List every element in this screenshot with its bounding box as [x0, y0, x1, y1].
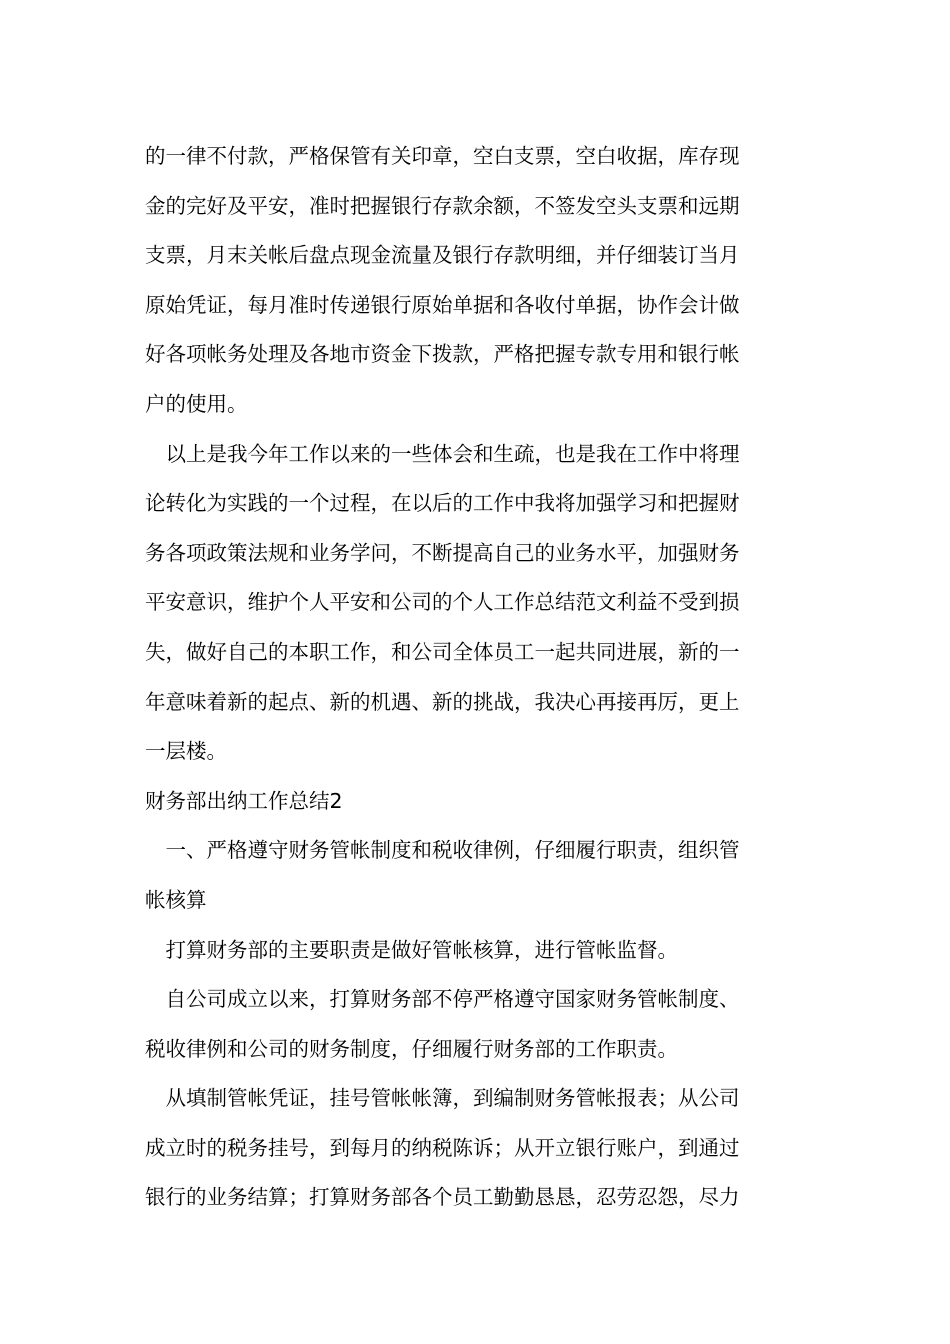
text-line: 以上是我今年工作以来的一些体会和生疏，也是我在工作中将理	[145, 441, 740, 466]
text-line: 帐核算	[145, 887, 207, 912]
text-line: 年意味着新的起点、新的机遇、新的挑战，我决心再接再厉，更上	[145, 689, 740, 714]
text-line: 金的完好及平安，准时把握银行存款余额，不签发空头支票和远期	[145, 193, 740, 218]
document-body	[145, 132, 810, 1223]
text-line: 支票，月末关帐后盘点现金流量及银行存款明细，并仔细装订当月	[145, 243, 740, 268]
text-line: 自公司成立以来，打算财务部不停严格遵守国家财务管帐制度、	[145, 987, 740, 1012]
text-line: 打算财务部的主要职责是做好管帐核算，进行管帐监督。	[145, 937, 678, 962]
text-line: 成立时的税务挂号，到每月的纳税陈诉；从开立银行账户，到通过	[145, 1135, 740, 1160]
text-line: 的一律不付款，严格保管有关印章，空白支票，空白收据，库存现	[145, 144, 740, 168]
text-line: 失，做好自己的本职工作，和公司全体员工一起共同进展，新的一	[145, 639, 740, 664]
text-line: 户的使用。	[145, 391, 248, 416]
text-line: 好各项帐务处理及各地市资金下拨款，严格把握专款专用和银行帐	[145, 342, 740, 367]
text-line: 务各项政策法规和业务学问，不断提高自己的业务水平，加强财务	[145, 540, 740, 565]
text-line: 一层楼。	[145, 739, 227, 764]
section-heading: 财务部出纳工作总结2	[145, 788, 343, 813]
text-line: 论转化为实践的一个过程，在以后的工作中我将加强学习和把握财	[145, 491, 740, 516]
text-line: 从填制管帐凭证，挂号管帐帐簿，到编制财务管帐报表；从公司	[145, 1086, 740, 1111]
text-line: 平安意识，维护个人平安和公司的个人工作总结范文利益不受到损	[145, 590, 740, 615]
text-line: 税收律例和公司的财务制度，仔细履行财务部的工作职责。	[145, 1036, 678, 1061]
text-line: 一、严格遵守财务管帐制度和税收律例，仔细履行职责，组织管	[145, 838, 740, 863]
text-line: 原始凭证，每月准时传递银行原始单据和各收付单据，协作会计做	[145, 292, 740, 317]
text-line: 银行的业务结算；打算财务部各个员工勤勤恳恳，忍劳忍怨，尽力	[145, 1185, 740, 1210]
